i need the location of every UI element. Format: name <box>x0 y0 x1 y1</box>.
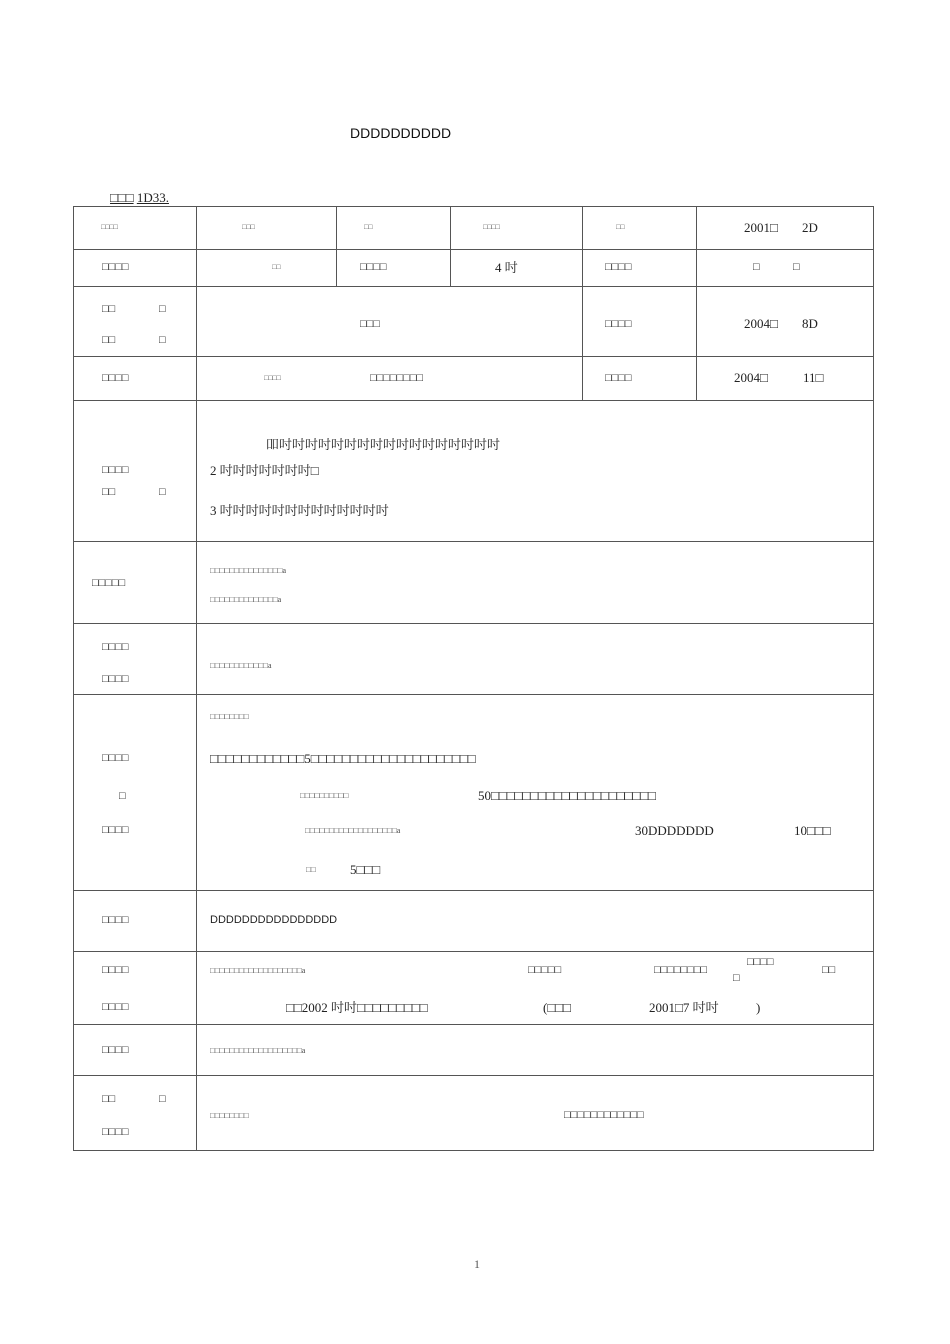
r3-label-line2b: □ <box>159 334 166 346</box>
r12-value-right: □□□□□□□□□□□□ <box>564 1109 644 1121</box>
r2-label: □□□□ <box>102 261 129 273</box>
r12-label-line1a: □□ <box>102 1093 116 1105</box>
r9-value: DDDDDDDDDDDDDDDD <box>210 914 338 926</box>
page-number: 1 <box>474 1257 480 1271</box>
r2-c3-label: □□□□ <box>360 261 387 273</box>
r2-c6-part1: □ <box>753 261 760 273</box>
r12-label-line1b: □ <box>159 1093 166 1105</box>
r4-c5-label: □□□□ <box>605 372 632 384</box>
r10-line2-b: (□□□ <box>543 1000 571 1015</box>
r3-label-line1a: □□ <box>102 303 116 315</box>
r4-label: □□□□ <box>102 372 129 384</box>
r10-line2-d: ) <box>756 1000 761 1015</box>
r7-label-line1: □□□□ <box>102 641 129 653</box>
r8-label-line3: □□□□ <box>102 824 129 836</box>
r12-value-left: □□□□□□□□ <box>210 1111 249 1120</box>
r7-value: □□□□□□□□□□□□a <box>210 661 272 670</box>
r6-line1: □□□□□□□□□□□□□□□a <box>210 566 287 575</box>
r12-label-line2: □□□□ <box>102 1126 129 1138</box>
r6-label: □□□□□ <box>92 577 126 589</box>
r3-c5-label: □□□□ <box>605 318 632 330</box>
r10-line2-a: □□2002 吋吋□□□□□□□□□ <box>286 1000 428 1015</box>
r10-line1-e: □□ <box>822 964 836 976</box>
r8-line4-mid: 30DDDDDDD <box>635 823 714 838</box>
document-number-prefix: □□□ <box>110 190 134 205</box>
r4-date-part1: 2004□ <box>734 370 768 385</box>
r1-c5-label: □□ <box>616 223 625 231</box>
r8-line3-left: □□□□□□□□□□ <box>300 791 349 800</box>
r2-c5-label: □□□□ <box>605 261 632 273</box>
r1-c4-label: □□□□ <box>483 223 500 231</box>
r10-line1-d-bottom: □ <box>733 972 740 984</box>
r2-c4-value: 4 吋 <box>495 260 518 275</box>
r10-line1-a: □□□□□□□□□□□□□□□□□□□a <box>210 966 306 975</box>
r5-line2: 2 吋吋吋吋吋吋吋□ <box>210 463 319 478</box>
r10-label-line2: □□□□ <box>102 1001 129 1013</box>
r11-label: □□□□ <box>102 1044 129 1056</box>
r5-label-line2a: □□ <box>102 486 116 498</box>
document-number-value: 1D33. <box>136 190 169 205</box>
r10-line1-d-top: □□□□ <box>747 956 774 968</box>
r3-value: □□□ <box>360 318 380 330</box>
r3-label-line1b: □ <box>159 303 166 315</box>
r1-date-part2: 2D <box>802 220 818 235</box>
r3-date-part1: 2004□ <box>744 316 778 331</box>
r8-line2: □□□□□□□□□□□□5□□□□□□□□□□□□□□□□□□□□□ <box>210 751 476 766</box>
r10-line1-c: □□□□□□□□ <box>654 964 708 976</box>
r10-line1-b: □□□□□ <box>528 964 562 976</box>
r3-date-part2: 8D <box>802 316 818 331</box>
r5-label-line2b: □ <box>159 486 166 498</box>
r8-label-line1: □□□□ <box>102 752 129 764</box>
r8-line3-right: 50□□□□□□□□□□□□□□□□□□□□□ <box>478 788 656 803</box>
r7-label-line2: □□□□ <box>102 673 129 685</box>
r1-c3-label: □□ <box>364 223 373 231</box>
r6-line2: □□□□□□□□□□□□□□a <box>210 595 282 604</box>
document-title: DDDDDDDDDD <box>350 125 452 141</box>
r3-label-line2a: □□ <box>102 334 116 346</box>
r8-line4-right: 10□□□ <box>794 823 831 838</box>
r1-c1-label: □□□□ <box>101 223 118 231</box>
r2-c6-part2: □ <box>793 261 800 273</box>
r11-value: □□□□□□□□□□□□□□□□□□□a <box>210 1046 306 1055</box>
r4-date-part2: 11□ <box>803 370 824 385</box>
r4-small-label: □□□□ <box>264 374 281 382</box>
r5-label-line1: □□□□ <box>102 464 129 476</box>
r1-date-part1: 2001□ <box>744 220 778 235</box>
r10-line2-c: 2001□7 吋吋 <box>649 1000 719 1015</box>
r1-c2-label: □□□ <box>242 223 255 231</box>
r10-label-line1: □□□□ <box>102 964 129 976</box>
r5-line1: 吅吋吋吋吋吋吋吋吋吋吋吋吋吋吋吋吋吋 <box>266 437 501 452</box>
r8-line5-left: □□ <box>306 865 316 874</box>
r8-line4-left: □□□□□□□□□□□□□□□□□□□a <box>305 826 401 835</box>
r8-line1: □□□□□□□□ <box>210 712 249 721</box>
r4-value: □□□□□□□□ <box>370 372 424 384</box>
r2-c2-value: □□ <box>272 263 281 271</box>
r8-label-line2: □ <box>119 790 126 802</box>
r8-line5-right: 5□□□ <box>350 862 381 877</box>
r5-line3: 3 吋吋吋吋吋吋吋吋吋吋吋吋吋 <box>210 503 389 518</box>
r9-label: □□□□ <box>102 914 129 926</box>
